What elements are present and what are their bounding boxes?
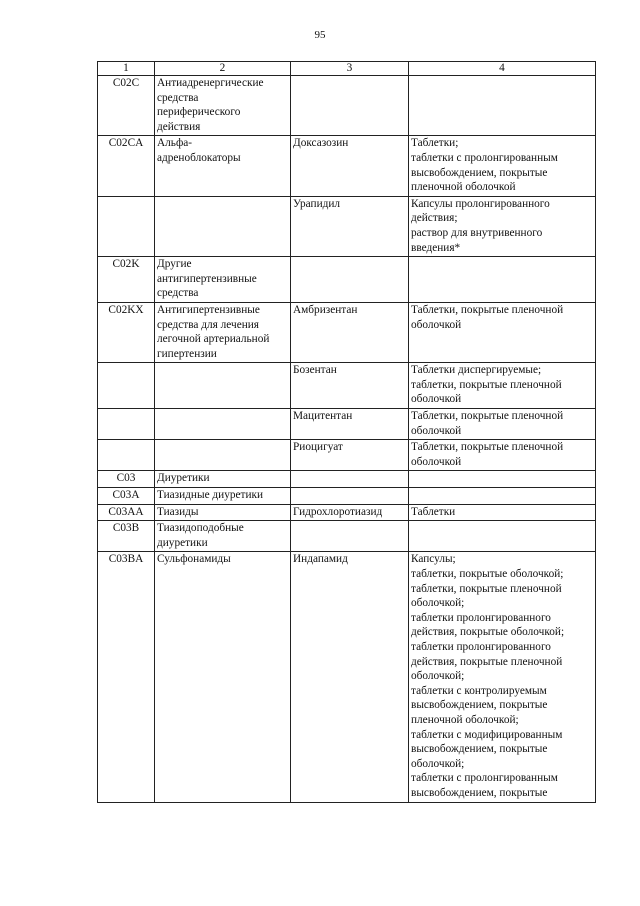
cell-text-line: пленочной оболочкой; xyxy=(411,713,519,726)
drug-name-cell xyxy=(291,196,409,256)
cell-text-line: Доксазозин xyxy=(293,137,349,150)
column-number: 3 xyxy=(291,62,409,76)
cell-text-line: таблетки, покрытые оболочкой; xyxy=(411,568,564,580)
atc-code-cell xyxy=(98,196,155,256)
cell-text-line: Амбризентан xyxy=(293,303,358,316)
dosage-form-cell xyxy=(409,302,596,362)
atc-code-cell: C03AA xyxy=(98,504,155,521)
cell-text-line: Риоцигуат xyxy=(293,441,343,454)
cell-text-line: таблетки пролонгированного xyxy=(411,640,551,653)
atc-group-cell xyxy=(155,504,291,521)
table-row xyxy=(98,552,596,802)
cell-text-line: средства xyxy=(157,287,199,300)
cell-text-line: Антигипертензивные xyxy=(157,303,260,316)
dosage-form-cell xyxy=(409,521,596,552)
atc-code-cell: C02CA xyxy=(98,136,155,196)
dosage-form-cell xyxy=(409,471,596,488)
cell-text-line: высвобождением, покрытые xyxy=(411,786,548,799)
drug-name-cell xyxy=(291,440,409,471)
dosage-form-cell xyxy=(409,488,596,505)
drug-name-cell xyxy=(291,471,409,488)
cell-text-line: таблетки, покрытые пленочной xyxy=(411,582,562,595)
cell-text-line: Сульфонамиды xyxy=(157,553,231,566)
atc-group-cell xyxy=(155,521,291,552)
cell-text-line: действия xyxy=(157,120,201,133)
cell-text-line: диуретики xyxy=(157,536,208,549)
cell-text-line: Тиазидные диуретики xyxy=(157,489,264,502)
table-row xyxy=(98,136,596,196)
cell-text-line: таблетки с модифицированным xyxy=(411,728,563,741)
atc-group-cell xyxy=(155,136,291,196)
dosage-form-cell xyxy=(409,76,596,136)
cell-text-line: таблетки с пролонгированным xyxy=(411,772,558,785)
cell-text-line: оболочкой xyxy=(411,318,462,331)
atc-group-cell xyxy=(155,552,291,802)
cell-text-line: Тиазидоподобные xyxy=(157,522,244,535)
dosage-form-cell xyxy=(409,136,596,196)
column-number: 4 xyxy=(409,62,596,76)
drug-list-table xyxy=(97,61,596,803)
atc-code-cell: C02KX xyxy=(98,302,155,362)
cell-text-line: действия, покрытые оболочкой; xyxy=(411,626,565,639)
cell-text-line: оболочкой; xyxy=(411,670,465,683)
page-number: 95 xyxy=(314,29,326,41)
atc-code-cell: C03A xyxy=(98,488,155,505)
atc-group-cell xyxy=(155,196,291,256)
atc-group-cell xyxy=(155,440,291,471)
atc-group-cell xyxy=(155,488,291,505)
cell-text-line: Бозентан xyxy=(293,364,337,377)
atc-group-cell xyxy=(155,302,291,362)
drug-name-cell xyxy=(291,488,409,505)
column-number: 2 xyxy=(155,62,291,76)
table-row xyxy=(98,76,596,136)
table-row xyxy=(98,409,596,440)
atc-group-cell xyxy=(155,363,291,409)
table-row xyxy=(98,363,596,409)
atc-code-cell: C03B xyxy=(98,521,155,552)
cell-text-line: оболочкой xyxy=(411,393,462,406)
column-number-row xyxy=(98,62,596,76)
cell-text-line: таблетки пролонгированного xyxy=(411,611,551,624)
cell-text-line: Индапамид xyxy=(293,553,348,566)
cell-text-line: Урапидил xyxy=(293,197,341,210)
cell-text-line: раствор для внутривенного xyxy=(411,226,543,239)
cell-text-line: высвобождением, покрытые xyxy=(411,743,548,756)
atc-code-cell xyxy=(98,440,155,471)
drug-name-cell xyxy=(291,302,409,362)
dosage-form-cell xyxy=(409,552,596,802)
cell-text-line: таблетки, покрытые пленочной xyxy=(411,378,562,391)
atc-group-cell xyxy=(155,257,291,303)
cell-text-line: введения* xyxy=(411,241,461,254)
atc-code-cell: C03 xyxy=(98,471,155,488)
drug-name-cell xyxy=(291,552,409,802)
cell-text-line: таблетки с контролируемым xyxy=(411,684,547,697)
cell-text-line: Антиадренергические xyxy=(157,77,264,89)
cell-text-line: Таблетки xyxy=(411,505,456,518)
cell-text-line: Таблетки, покрытые пленочной xyxy=(411,441,564,454)
cell-text-line: Таблетки диспергируемые; xyxy=(411,364,542,377)
cell-text-line: Другие xyxy=(157,258,192,271)
cell-text-line: средства xyxy=(157,91,199,104)
cell-text-line: Капсулы; xyxy=(411,553,456,566)
cell-text-line: Тиазиды xyxy=(157,505,199,518)
cell-text-line: Таблетки, покрытые пленочной xyxy=(411,410,564,423)
cell-text-line: периферического xyxy=(157,106,241,119)
cell-text-line: Альфа- xyxy=(157,137,193,150)
drug-name-cell xyxy=(291,76,409,136)
table-row xyxy=(98,471,596,488)
table-row xyxy=(98,257,596,303)
drug-name-cell xyxy=(291,363,409,409)
cell-text-line: оболочкой; xyxy=(411,597,465,610)
atc-code-cell: C02K xyxy=(98,257,155,303)
drug-name-cell xyxy=(291,136,409,196)
cell-text-line: таблетки с пролонгированным xyxy=(411,151,558,164)
dosage-form-cell xyxy=(409,409,596,440)
cell-text-line: высвобождением, покрытые xyxy=(411,699,548,712)
column-number: 1 xyxy=(98,62,155,76)
atc-group-cell xyxy=(155,409,291,440)
cell-text-line: высвобождением, покрытые xyxy=(411,166,548,179)
cell-text-line: оболочкой; xyxy=(411,757,465,770)
cell-text-line: Диуретики xyxy=(157,472,210,485)
cell-text-line: оболочкой xyxy=(411,455,462,468)
cell-text-line: антигипертензивные xyxy=(157,272,257,285)
cell-text-line: Мацитентан xyxy=(293,410,353,423)
cell-text-line: гипертензии xyxy=(157,347,217,360)
cell-text-line: легочной артериальной xyxy=(157,333,270,346)
atc-code-cell xyxy=(98,363,155,409)
cell-text-line: Гидрохлоротиазид xyxy=(293,505,383,518)
drug-name-cell xyxy=(291,257,409,303)
table-row xyxy=(98,488,596,505)
atc-group-cell xyxy=(155,76,291,136)
table-row xyxy=(98,196,596,256)
drug-name-cell xyxy=(291,521,409,552)
table-row xyxy=(98,504,596,521)
cell-text-line: Капсулы пролонгированного xyxy=(411,197,550,210)
drug-name-cell xyxy=(291,409,409,440)
cell-text-line: оболочкой xyxy=(411,424,462,437)
dosage-form-cell xyxy=(409,196,596,256)
cell-text-line: Таблетки; xyxy=(411,137,459,150)
atc-code-cell: C02C xyxy=(98,76,155,136)
atc-code-cell xyxy=(98,409,155,440)
cell-text-line: пленочной оболочкой xyxy=(411,181,516,194)
dosage-form-cell xyxy=(409,363,596,409)
table-row xyxy=(98,302,596,362)
dosage-form-cell xyxy=(409,504,596,521)
cell-text-line: Таблетки, покрытые пленочной xyxy=(411,303,564,316)
cell-text-line: средства для лечения xyxy=(157,318,260,331)
drug-name-cell xyxy=(291,504,409,521)
cell-text-line: действия, покрытые пленочной xyxy=(411,655,563,668)
table-row xyxy=(98,440,596,471)
atc-group-cell xyxy=(155,471,291,488)
table-row xyxy=(98,521,596,552)
cell-text-line: адреноблокаторы xyxy=(157,151,241,164)
dosage-form-cell xyxy=(409,257,596,303)
cell-text-line: действия; xyxy=(411,212,458,225)
dosage-form-cell xyxy=(409,440,596,471)
atc-code-cell: C03BA xyxy=(98,552,155,802)
